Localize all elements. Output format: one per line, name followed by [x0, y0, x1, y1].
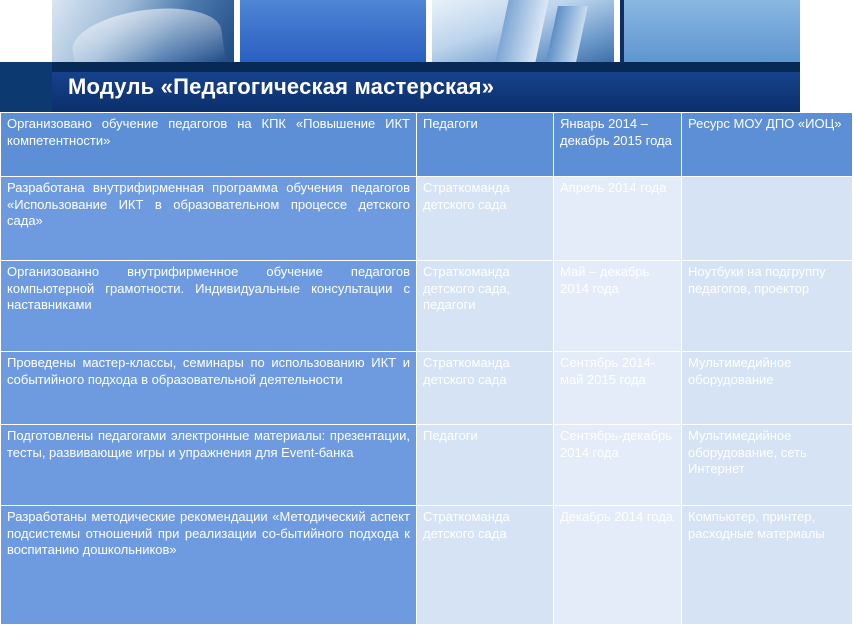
- table-cell-period: Май – декабрь 2014 года: [554, 261, 682, 352]
- table-cell-activity: Организовано обучение педагогов на КПК «Повышение ИКТ компетентности»: [1, 113, 417, 177]
- table-row: [1, 425, 853, 506]
- table-cell-resources: Компьютер, принтер, расходные материалы: [682, 506, 853, 625]
- table-cell-participants: Страткоманда детского сада, педагоги: [417, 261, 554, 352]
- table-cell-resources: Ноутбуки на подгруппу педагогов, проектор: [682, 261, 853, 352]
- header-photo-buildings: [432, 0, 614, 62]
- table-row: [1, 261, 853, 352]
- table-cell-period: Сентябрь-декабрь 2014 года: [554, 425, 682, 506]
- table-cell-participants: Страткоманда детского сада: [417, 352, 554, 425]
- table-cell-period: Апрель 2014 года: [554, 177, 682, 261]
- table-cell-activity: Организованно внутрифирменное обучение педагогов компьютерной грамотности. Индивидуальные консультации с наставниками: [1, 261, 417, 352]
- table-cell-resources: [682, 177, 853, 261]
- table-cell-period: Сентябрь 2014- май 2015 года: [554, 352, 682, 425]
- table-cell-participants: Страткоманда детского сада: [417, 177, 554, 261]
- table-cell-resources: Мультимедийное оборудование: [682, 352, 853, 425]
- header-photo-sky: [620, 0, 800, 62]
- table-cell-activity: Разработана внутрифирменная программа обучения педагогов «Использование ИКТ в образовательном процессе детского сада»: [1, 177, 417, 261]
- table-cell-activity: Проведены мастер-классы, семинары по использованию ИКТ и событийного подхода в образовательной деятельности: [1, 352, 417, 425]
- table-cell-period: Декабрь 2014 года: [554, 506, 682, 625]
- table-cell-resources: Ресурс МОУ ДПО «ИОЦ»: [682, 113, 853, 177]
- header-photo-blue: [240, 0, 426, 62]
- table-row: [1, 506, 853, 625]
- table-row: [1, 177, 853, 261]
- table-cell-participants: Страткоманда детского сада: [417, 506, 554, 625]
- table-cell-activity: Разработаны методические рекомендации «Методический аспект подсистемы отношений при реализации со-бытийного подхода к воспитанию дошкольников»: [1, 506, 417, 625]
- table-cell-activity: Подготовлены педагогами электронные материалы: презентации, тесты, развивающие игры и упражнения для Event-банка: [1, 425, 417, 506]
- table-cell-period: Январь 2014 – декабрь 2015 года: [554, 113, 682, 177]
- table-cell-resources: Мультимедийное оборудование, сеть Интернет: [682, 425, 853, 506]
- table-row: [1, 113, 853, 177]
- table-cell-participants: Педагоги: [417, 113, 554, 177]
- title-bar-bevel: [0, 62, 52, 112]
- header-image-strip: [0, 0, 800, 62]
- table-row: [1, 352, 853, 425]
- page-title: Модуль «Педагогическая мастерская»: [68, 74, 495, 99]
- header-photo-keyboard: [52, 0, 234, 62]
- table-cell-participants: Педагоги: [417, 425, 554, 506]
- activity-table: [0, 112, 853, 625]
